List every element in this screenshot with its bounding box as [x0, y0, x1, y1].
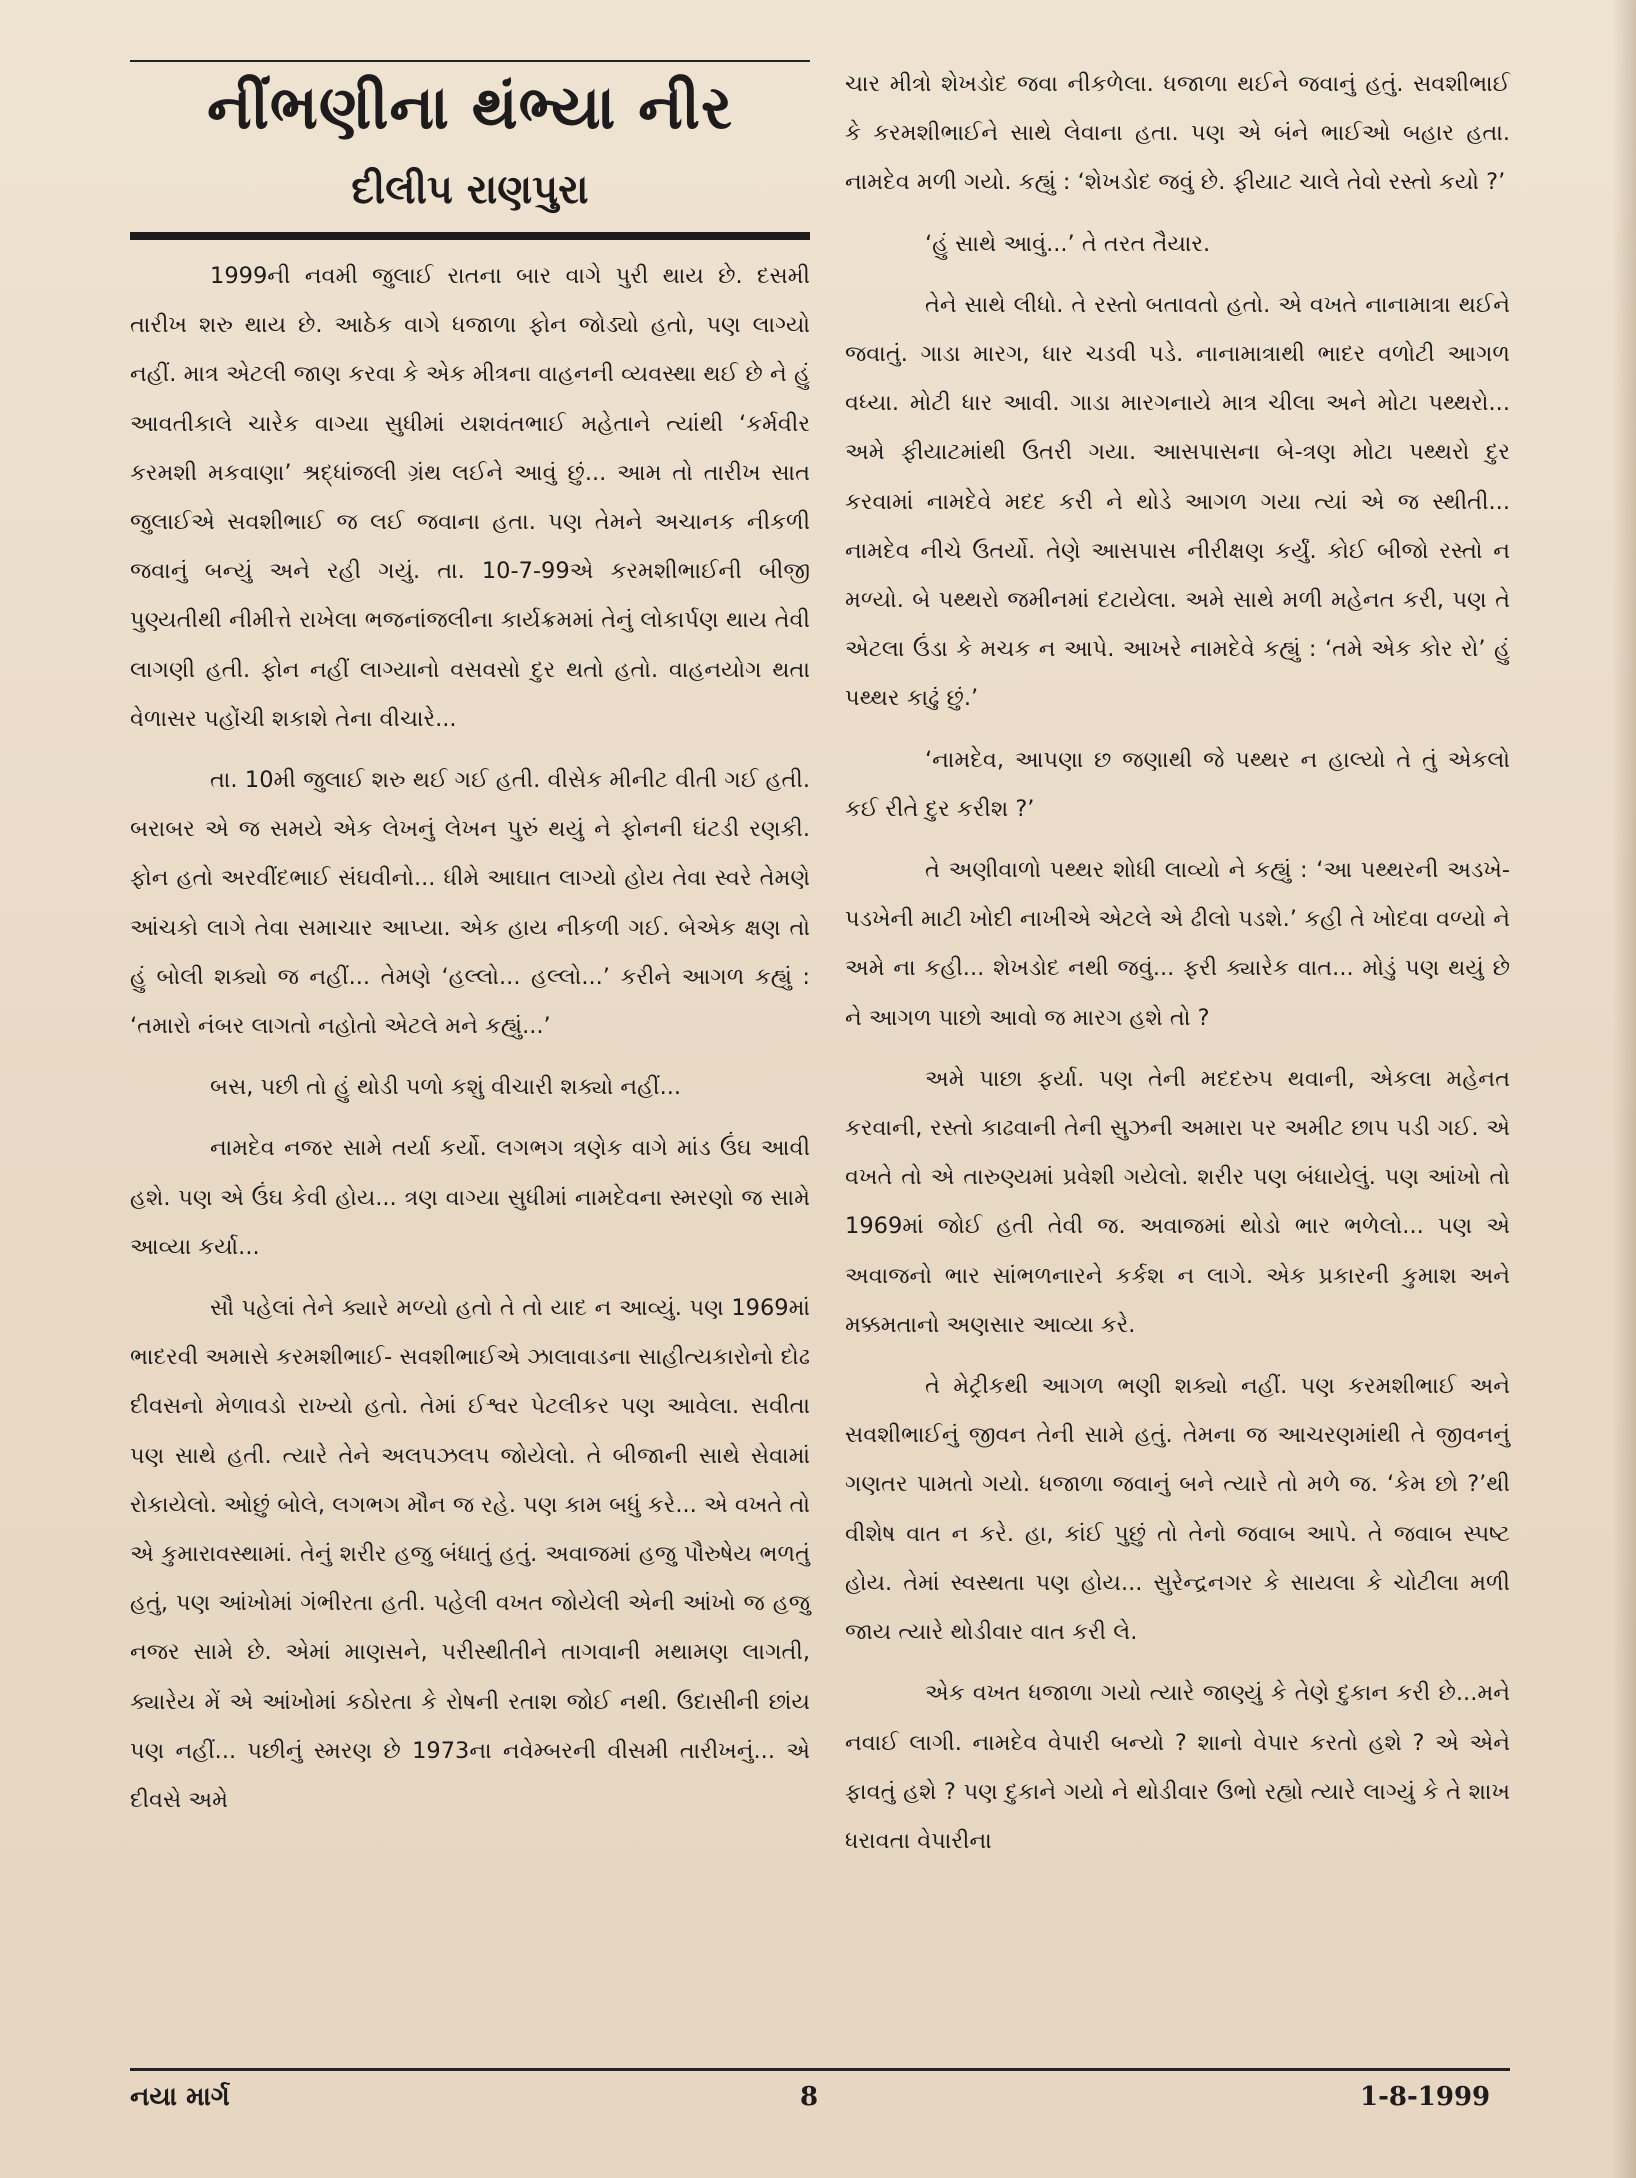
- left-column: [130, 60, 810, 1837]
- publication-name: નયા માર્ગ: [130, 2082, 230, 2112]
- body-paragraph: અમે પાછા ફર્યા. પણ તેની મદદરુપ થવાની, એકલા મહેનત કરવાની, રસ્તો કાઢવાની તેની સુઝની અમારા પર અમીટ છાપ પડી ગઈ. એ વખતે તો એ તારુણ્યમાં પ્રવેશી ગયેલો. શરીર પણ બંધાયેલું. પણ આંખો તો 1969માં જોઈ હતી તેવી જ. અવાજમાં થોડો ભાર ભળેલો... પણ એ અવાજનો ભાર સાંભળનારને કર્કશ ન લાગે. એક પ્રકારની કુમાશ અને મક્કમતાનો અણસાર આવ્યા કરે.: [845, 1065, 1510, 1338]
- article-author: દીલીપ રાણપુરા: [351, 167, 589, 213]
- body-paragraph: એક વખત ધજાળા ગયો ત્યારે જાણ્યું કે તેણે દુકાન કરી છે...મને નવાઈ લાગી. નામદેવ વેપારી બન્યો ? શાનો વેપાર કરતો હશે ? એ એને ફાવતું હશે ? પણ દુકાને ગયો ને થોડીવાર ઉભો રહ્યો ત્યારે લાગ્યું કે તે શાખ ધરાવતા વેપારીના: [845, 1680, 1510, 1854]
- body-paragraph: તે મેટ્રીકથી આગળ ભણી શક્યો નહીં. પણ કરમશીભાઈ અને સવશીભાઈનું જીવન તેની સામે હતું. તેમના જ આચરણમાંથી તે જીવનનું ગણતર પામતો ગયો. ધજાળા જવાનું બને ત્યારે તો મળે જ. ‘કેમ છો ?’થી વીશેષ વાત ન કરે. હા, કાંઈ પુછું તો તેનો જવાબ આપે. તે જવાબ સ્પષ્ટ હોય. તેમાં સ્વસ્થતા પણ હોય... સુરેન્દ્રનગર કે સાયલા કે ચોટીલા મળી જાય ત્યારે થોડીવાર વાત કરી લે.: [845, 1373, 1510, 1646]
- body-paragraph: સૌ પહેલાં તેને ક્યારે મળ્યો હતો તે તો યાદ ન આવ્યું. પણ 1969માં ભાદરવી અમાસે કરમશીભાઈ- સવશીભાઈએ ઝાલાવાડના સાહીત્યકારોનો દોઢ દીવસનો મેળાવડો રાખ્યો હતો. તેમાં ઈશ્વર પેટલીકર પણ આવેલા. સવીતા પણ સાથે હતી. ત્યારે તેને અલપઝલપ જોયેલો. તે બીજાની સાથે સેવામાં રોકાયેલો. ઓછું બોલે, લગભગ મૌન જ રહે. પણ કામ બધું કરે... એ વખતે તો એ કુમારાવસ્થામાં. તેનું શરીર હજુ બંધાતું હતું. અવાજમાં હજુ પૌરુષેય ભળતું હતું, પણ આંખોમાં ગંભીરતા હતી. પહેલી વખત જોયેલી એની આંખો જ હજુ નજર સામે છે. એમાં માણસને, પરીસ્થીતીને તાગવાની મથામણ લાગતી, ક્યારેય મેં એ આંખોમાં કઠોરતા કે રોષની રતાશ જોઈ નથી. ઉદાસીની છાંય પણ નહીં... પછીનું સ્મરણ છે 1973ના નવેમ્બરની વીસમી તારીખનું... એ દીવસે અમે: [130, 1295, 810, 1814]
- body-paragraph: ‘નામદેવ, આપણા છ જણાથી જે પથ્થર ન હાલ્યો તે તું એકલો કઈ રીતે દુર કરીશ ?’: [845, 746, 1510, 822]
- issue-date: 1-8-1999: [1360, 2082, 1491, 2112]
- body-paragraph: ‘હું સાથે આવું...’ તે તરત તૈયાર.: [925, 230, 1211, 257]
- body-paragraph: ચાર મીત્રો શેખડોદ જવા નીકળેલા. ધજાળા થઈને જવાનું હતું. સવશીભાઈ કે કરમશીભાઈને સાથે લેવાના હતા. પણ એ બંને ભાઈઓ બહાર હતા. નામદેવ મળી ગયો. કહ્યું : ‘શેખડોદ જવું છે. ફીયાટ ચાલે તેવો રસ્તો કયો ?’: [845, 71, 1510, 196]
- body-paragraph: તા. 10મી જુલાઈ શરુ થઈ ગઈ હતી. વીસેક મીનીટ વીતી ગઈ હતી. બરાબર એ જ સમયે એક લેખનું લેખન પુરું થયું ને ફોનની ઘંટડી રણકી. ફોન હતો અરવીંદભાઈ સંઘવીનો... ધીમે આઘાત લાગ્યો હોય તેવા સ્વરે તેમણે આંચકો લાગે તેવા સમાચાર આપ્યા. એક હાય નીકળી ગઈ. બેએક ક્ષણ તો હું બોલી શક્યો જ નહીં... તેમણે ‘હલ્લો... હલ્લો...’ કરીને આગળ કહ્યું : ‘તમારો નંબર લાગતો નહોતો એટલે મને કહ્યું...’: [130, 767, 810, 1040]
- title-bottom-rule: [130, 232, 810, 240]
- body-paragraph: તેને સાથે લીધો. તે રસ્તો બતાવતો હતો. એ વખતે નાનામાત્રા થઈને જવાતું. ગાડા મારગ, ધાર ચડવી પડે. નાનામાત્રાથી ભાદર વળોટી આગળ વધ્યા. મોટી ધાર આવી. ગાડા મારગનાયે માત્ર ચીલા અને મોટા પથ્થરો... અમે ફીયાટમાંથી ઉતરી ગયા. આસપાસના બે-ત્રણ મોટા પથ્થરો દુર કરવામાં નામદેવે મદદ કરી ને થોડે આગળ ગયા ત્યાં એ જ સ્થીતી... નામદેવ નીચે ઉતર્યો. તેણે આસપાસ નીરીક્ષણ કર્યું. કોઈ બીજો રસ્તો ન મળ્યો. બે પથ્થરો જમીનમાં દટાયેલા. અમે સાથે મળી મહેનત કરી, પણ તે એટલા ઉંડા કે મચક ન આપે. આખરે નામદેવે કહ્યું : ‘તમે એક કોર રો’ હું પથ્થર કાઢું છું.’: [845, 291, 1510, 712]
- body-paragraph: 1999ની નવમી જુલાઈ રાતના બાર વાગે પુરી થાય છે. દસમી તારીખ શરુ થાય છે. આઠેક વાગે ધજાળા ફોન જોડ્યો હતો, પણ લાગ્યો નહીં. માત્ર એટલી જાણ કરવા કે એક મીત્રના વાહનની વ્યવસ્થા થઈ છે ને હું આવતીકાલે ચારેક વાગ્યા સુધીમાં યશવંતભાઈ મહેતાને ત્યાંથી ‘કર્મવીર કરમશી મકવાણા’ શ્રદ્ધાંજલી ગ્રંથ લઈને આવું છું... આમ તો તારીખ સાત જુલાઈએ સવશીભાઈ જ લઈ જવાના હતા. પણ તેમને અચાનક નીકળી જવાનું બન્યું અને રહી ગયું. તા. 10-7-99એ કરમશીભાઈની બીજી પુણ્યતીથી નીમીત્તે રાખેલા ભજનાંજલીના કાર્યક્રમમાં તેનું લોકાર્પણ થાય તેવી લાગણી હતી. ફોન નહીં લાગ્યાનો વસવસો દુર થતો હતો. વાહનયોગ થતા વેળાસર પહોંચી શકાશે તેના વીચારે...: [130, 263, 810, 732]
- title-top-rule: [130, 60, 810, 62]
- article-title: નીંભણીના થંભ્યા નીર: [207, 73, 733, 143]
- page-number: 8: [800, 2082, 819, 2112]
- paper-edge-shadow: [1612, 0, 1636, 2178]
- body-paragraph: નામદેવ નજર સામે તર્યા કર્યો. લગભગ ત્રણેક વાગે માંડ ઉંઘ આવી હશે. પણ એ ઉંઘ કેવી હોય... ત્રણ વાગ્યા સુધીમાં નામદેવના સ્મરણો જ સામે આવ્યા કર્યા...: [130, 1135, 810, 1260]
- footer-rule: [130, 2068, 1510, 2071]
- right-column: [845, 60, 1510, 1878]
- body-paragraph: તે અણીવાળો પથ્થર શોધી લાવ્યો ને કહ્યું : ‘આ પથ્થરની અડખે-પડખેની માટી ખોદી નાખીએ એટલે એ ઢીલો પડશે.’ કહી તે ખોદવા વળ્યો ને અમે ના કહી... શેખડોદ નથી જવું... ફરી ક્યારેક વાત... મોડું પણ થયું છે ને આગળ પાછો આવો જ મારગ હશે તો ?: [845, 857, 1510, 1031]
- body-paragraph: બસ, પછી તો હું થોડી પળો કશું વીચારી શક્યો નહીં...: [210, 1074, 682, 1101]
